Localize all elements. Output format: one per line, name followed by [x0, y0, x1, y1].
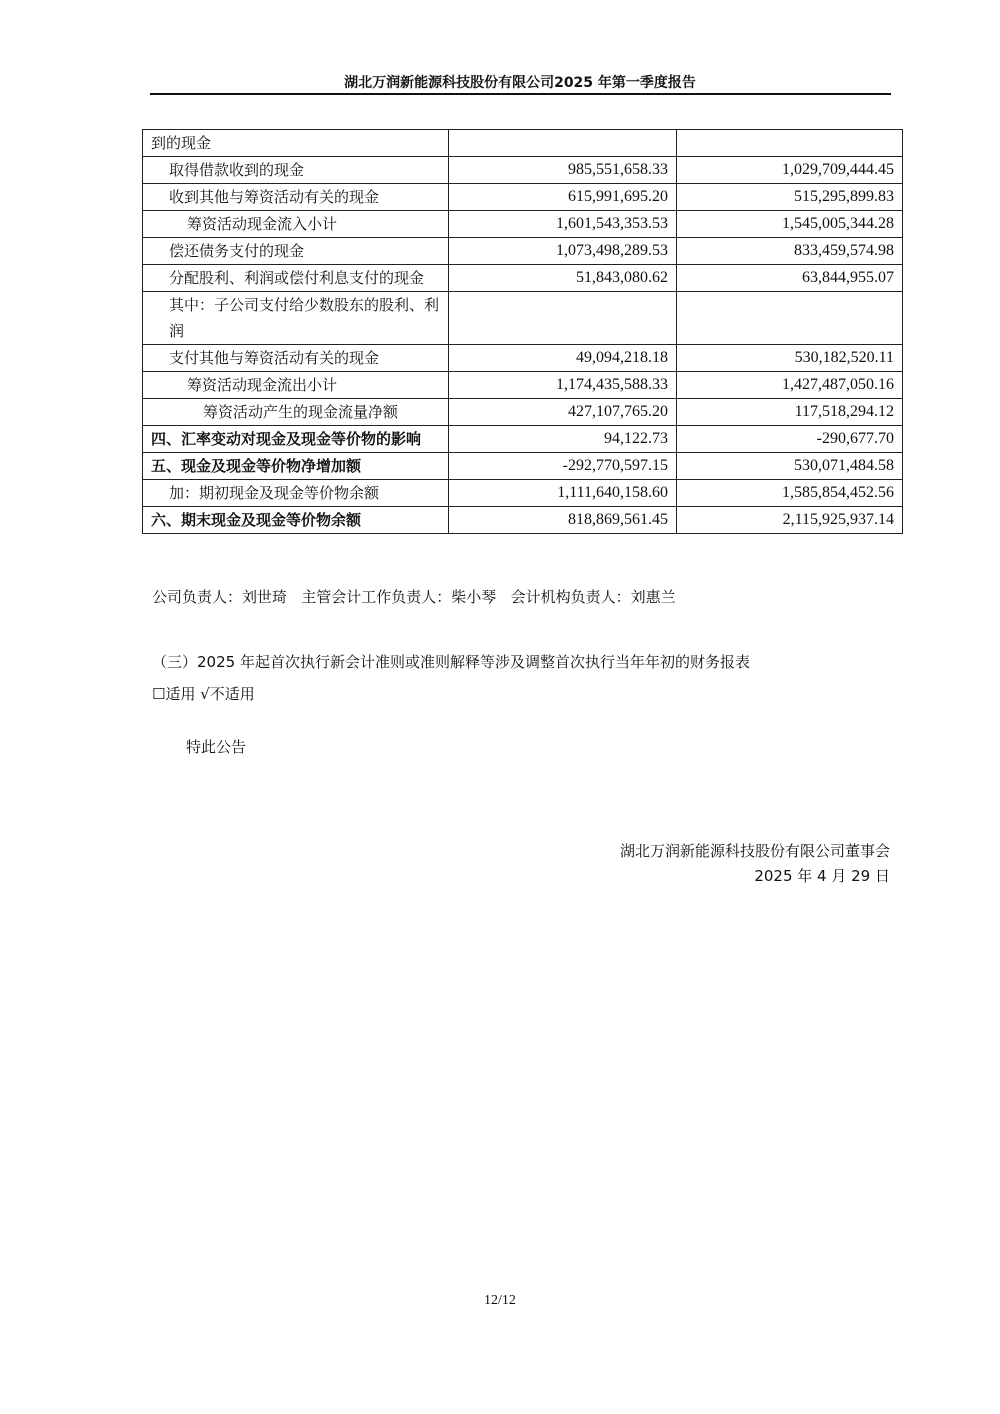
section-3-title: （三）2025 年起首次执行新会计准则或准则解释等涉及调整首次执行当年年初的财务报表	[152, 653, 750, 671]
applicability-options: ☐适用 √不适用	[152, 685, 255, 703]
notice-text: 特此公告	[186, 738, 247, 756]
current-period-value: 1,111,640,158.60	[449, 480, 677, 507]
current-period-value: 818,869,561.45	[449, 507, 677, 534]
row-label: 偿还债务支付的现金	[143, 238, 449, 265]
table-row	[143, 372, 903, 399]
row-label: 加：期初现金及现金等价物余额	[143, 480, 449, 507]
page-number: 12/12	[484, 1293, 516, 1308]
table-row	[143, 184, 903, 211]
table-row	[143, 453, 903, 480]
table-row	[143, 345, 903, 372]
current-period-value	[449, 130, 677, 157]
row-label: 筹资活动产生的现金流量净额	[143, 399, 449, 426]
header-rule	[150, 93, 891, 95]
prior-period-value: 1,585,854,452.56	[677, 480, 903, 507]
table-row	[143, 399, 903, 426]
cash-flow-table	[142, 129, 903, 534]
current-period-value: 1,073,498,289.53	[449, 238, 677, 265]
table-row	[143, 130, 903, 157]
row-label: 分配股利、利润或偿付利息支付的现金	[143, 265, 449, 292]
prior-period-value: 63,844,955.07	[677, 265, 903, 292]
current-period-value: 94,122.73	[449, 426, 677, 453]
prior-period-value: 530,071,484.58	[677, 453, 903, 480]
signers-line: 公司负责人：刘世琦 主管会计工作负责人：柴小琴 会计机构负责人：刘惠兰	[152, 588, 676, 606]
row-label: 筹资活动现金流出小计	[143, 372, 449, 399]
prior-period-value	[677, 130, 903, 157]
table-row	[143, 426, 903, 453]
prior-period-value: 833,459,574.98	[677, 238, 903, 265]
prior-period-value: 1,545,005,344.28	[677, 211, 903, 238]
row-label: 四、汇率变动对现金及现金等价物的影响	[143, 426, 449, 453]
prior-period-value: 1,427,487,050.16	[677, 372, 903, 399]
row-label: 筹资活动现金流入小计	[143, 211, 449, 238]
prior-period-value: 515,295,899.83	[677, 184, 903, 211]
row-label: 到的现金	[143, 130, 449, 157]
row-label: 六、期末现金及现金等价物余额	[143, 507, 449, 534]
prior-period-value: -290,677.70	[677, 426, 903, 453]
row-label: 取得借款收到的现金	[143, 157, 449, 184]
prior-period-value: 117,518,294.12	[677, 399, 903, 426]
current-period-value: 49,094,218.18	[449, 345, 677, 372]
table-row	[143, 507, 903, 534]
current-period-value: 51,843,080.62	[449, 265, 677, 292]
row-label: 五、现金及现金等价物净增加额	[143, 453, 449, 480]
current-period-value: 615,991,695.20	[449, 184, 677, 211]
current-period-value: 985,551,658.33	[449, 157, 677, 184]
row-label: 收到其他与筹资活动有关的现金	[143, 184, 449, 211]
table-row	[143, 157, 903, 184]
current-period-value: 1,174,435,588.33	[449, 372, 677, 399]
current-period-value: -292,770,597.15	[449, 453, 677, 480]
table-row	[143, 211, 903, 238]
table-row	[143, 238, 903, 265]
table-row	[143, 292, 903, 345]
current-period-value	[449, 292, 677, 345]
table-row	[143, 265, 903, 292]
table-row	[143, 480, 903, 507]
prior-period-value: 530,182,520.11	[677, 345, 903, 372]
signature-company: 湖北万润新能源科技股份有限公司董事会	[619, 842, 890, 860]
prior-period-value: 2,115,925,937.14	[677, 507, 903, 534]
prior-period-value: 1,029,709,444.45	[677, 157, 903, 184]
report-header: 湖北万润新能源科技股份有限公司2025 年第一季度报告	[344, 75, 696, 91]
signature-date: 2025 年 4 月 29 日	[754, 867, 890, 885]
current-period-value: 1,601,543,353.53	[449, 211, 677, 238]
row-label: 其中：子公司支付给少数股东的股利、利润	[143, 292, 449, 345]
row-label: 支付其他与筹资活动有关的现金	[143, 345, 449, 372]
current-period-value: 427,107,765.20	[449, 399, 677, 426]
prior-period-value	[677, 292, 903, 345]
